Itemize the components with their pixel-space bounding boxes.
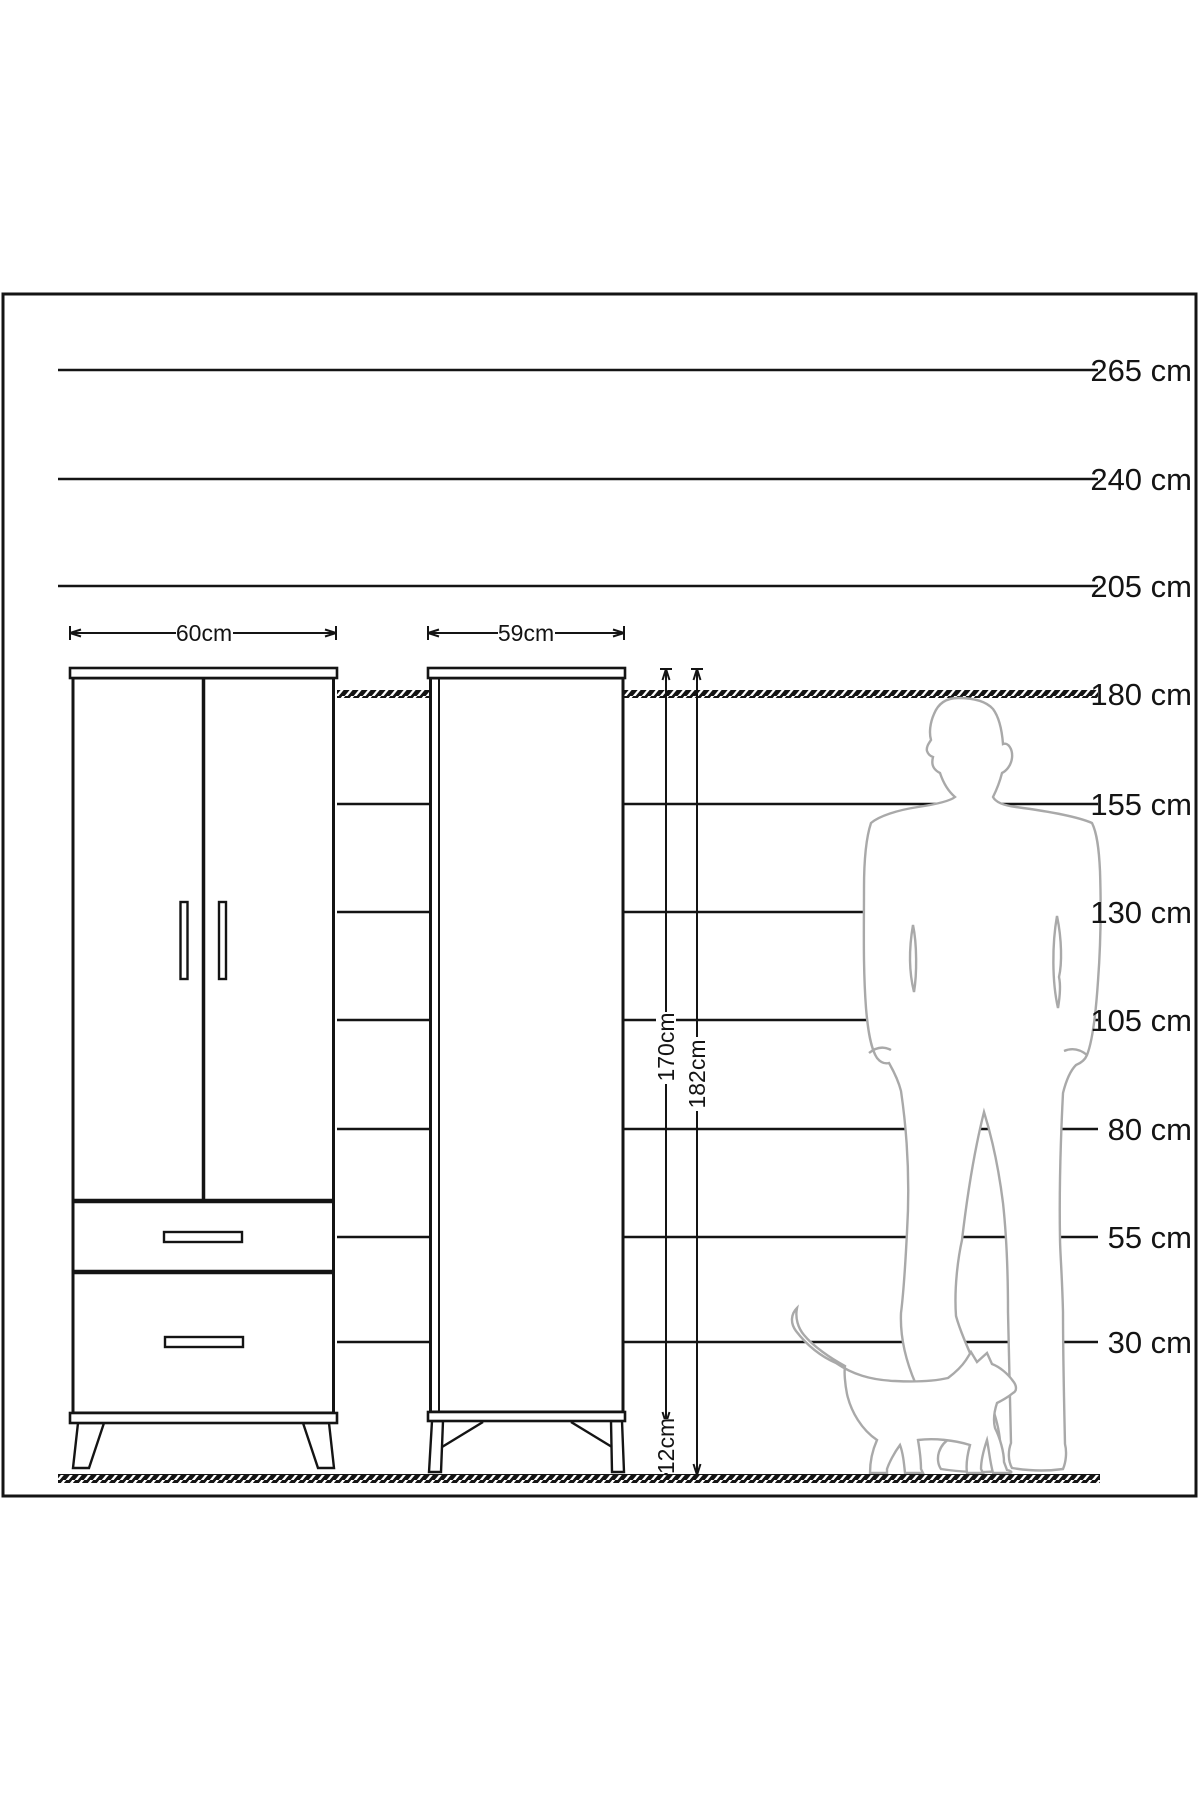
- ruler-label-30: 30 cm: [1107, 1325, 1192, 1360]
- right-cabinet: [428, 668, 625, 1472]
- ruler-label-205: 205 cm: [1090, 569, 1192, 604]
- ruler-label-265: 265 cm: [1090, 353, 1192, 388]
- right-cabinet-base-panel: [428, 1412, 625, 1421]
- right-cabinet-body: [431, 678, 624, 1412]
- total-height-label: 182cm: [684, 1039, 710, 1109]
- ruler-label-155: 155 cm: [1090, 787, 1192, 822]
- ruler-label-55: 55 cm: [1107, 1220, 1192, 1255]
- left-door-handle-left: [181, 902, 188, 979]
- right-cabinet-top-panel: [428, 668, 625, 678]
- ruler-label-80: 80 cm: [1107, 1112, 1192, 1147]
- body-height-label: 170cm: [653, 1012, 679, 1082]
- drawer-handle-top: [164, 1232, 242, 1242]
- left-wardrobe: [70, 668, 337, 1468]
- ground-line: [58, 1475, 1100, 1483]
- left-wardrobe-top-panel: [70, 668, 337, 678]
- ruler-label-130: 130 cm: [1090, 895, 1192, 930]
- left-wardrobe-base-panel: [70, 1413, 337, 1423]
- left-door-handle-right: [219, 902, 226, 979]
- left-width-label: 60cm: [175, 620, 233, 646]
- ruler-label-180: 180 cm: [1090, 677, 1192, 712]
- ruler-label-105: 105 cm: [1090, 1003, 1192, 1038]
- right-cabinet-leg-right: [611, 1421, 624, 1472]
- man-right-pocket-slit: [1053, 916, 1061, 1008]
- man-left-pocket-slit: [910, 925, 916, 992]
- drawer-handle-bottom: [165, 1337, 243, 1347]
- right-width-label: 59cm: [497, 620, 555, 646]
- right-cabinet-leg-left: [429, 1421, 443, 1472]
- leg-height-label: 12cm: [653, 1417, 679, 1475]
- ruler-label-240: 240 cm: [1090, 462, 1192, 497]
